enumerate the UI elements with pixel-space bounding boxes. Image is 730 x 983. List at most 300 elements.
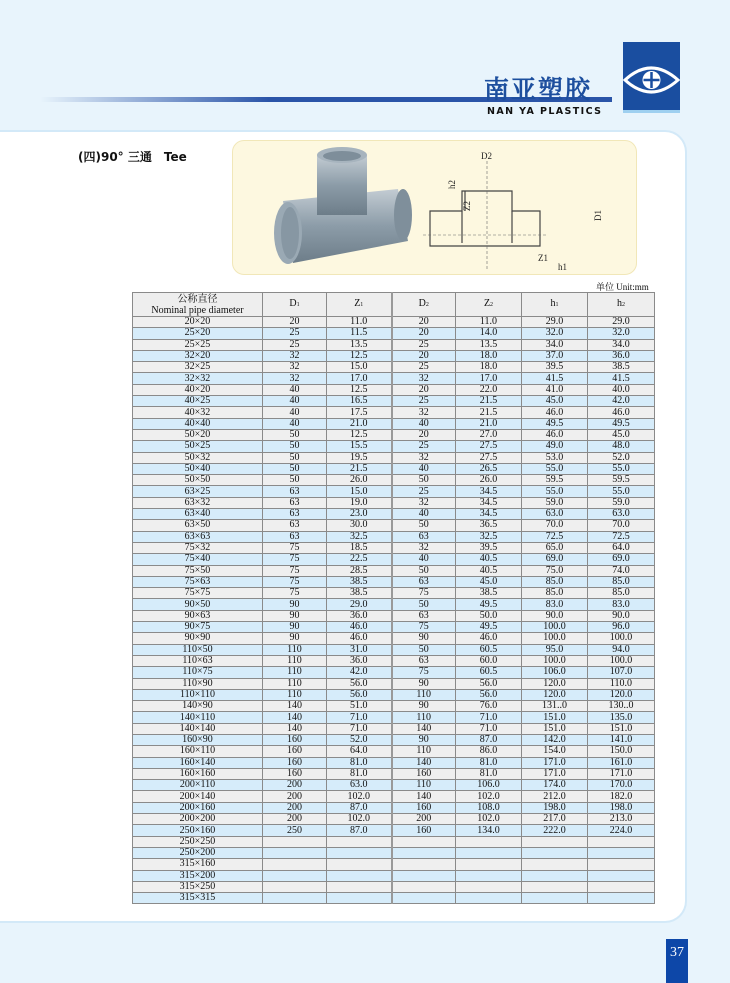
cell-z2: 56.0 [456,689,522,700]
cell-h2 [588,859,655,870]
cell-d1: 32 [263,350,327,361]
cell-d2: 32 [392,452,456,463]
table-row [133,384,655,395]
cell-h2: 70.0 [588,520,655,531]
cell-h2: 96.0 [588,622,655,633]
cell-h1: 222.0 [522,825,588,836]
cell-nominal: 40×25 [133,396,263,407]
cell-z2: 27.0 [456,429,522,440]
header-z2 [456,293,522,317]
cell-d1: 110 [263,655,327,666]
table-row [133,362,655,373]
cell-d2: 25 [392,486,456,497]
table-row [133,475,655,486]
cell-h2: 90.0 [588,610,655,621]
cell-h2: 85.0 [588,588,655,599]
cell-h2: 182.0 [588,791,655,802]
cell-z1: 19.5 [327,452,392,463]
header-d2 [392,293,456,317]
cell-z1: 12.5 [327,350,392,361]
cell-z2: 26.5 [456,463,522,474]
cell-nominal: 110×90 [133,678,263,689]
cell-z2: 60.5 [456,644,522,655]
cell-h2: 135.0 [588,712,655,723]
cell-z2: 17.0 [456,373,522,384]
cell-h2: 170.0 [588,780,655,791]
header-h2-text: h [617,298,622,309]
cell-z2: 60.5 [456,667,522,678]
cell-z1 [327,859,392,870]
table-row [133,520,655,531]
cell-z2: 14.0 [456,328,522,339]
table-row [133,791,655,802]
table-row [133,429,655,440]
cell-h1: 151.0 [522,712,588,723]
cell-nominal: 90×63 [133,610,263,621]
cell-d2: 90 [392,678,456,689]
cell-z1 [327,870,392,881]
header-z2-text: Z [483,298,491,309]
cell-z1: 16.5 [327,396,392,407]
cell-z2: 22.0 [456,384,522,395]
cell-z1: 87.0 [327,802,392,813]
cell-z2: 21.5 [456,407,522,418]
tee-illustration [233,141,638,276]
cell-nominal: 50×40 [133,463,263,474]
cell-d2: 40 [392,463,456,474]
cell-z2: 50.0 [456,610,522,621]
cell-d2: 50 [392,565,456,576]
header-z1-text: Z [354,298,361,309]
cell-z1: 30.0 [327,520,392,531]
cell-d2: 50 [392,599,456,610]
cell-d2: 25 [392,339,456,350]
table-row [133,678,655,689]
cell-h2: 107.0 [588,667,655,678]
cell-z1: 21.0 [327,418,392,429]
cell-d2: 40 [392,418,456,429]
header-h1 [522,293,588,317]
cell-h1: 37.0 [522,350,588,361]
cell-z1: 17.0 [327,373,392,384]
cell-z1 [327,893,392,904]
header-nominal-en: Nominal pipe diameter [151,304,244,316]
cell-h1 [522,859,588,870]
cell-z1: 15.0 [327,486,392,497]
cell-h2: 141.0 [588,734,655,745]
cell-h2: 120.0 [588,689,655,700]
table-row [133,859,655,870]
cell-z2: 71.0 [456,723,522,734]
cell-nominal: 50×32 [133,452,263,463]
table-row [133,554,655,565]
cell-h2: 63.0 [588,509,655,520]
cell-d2: 50 [392,644,456,655]
cell-nominal: 50×20 [133,429,263,440]
cell-h1: 120.0 [522,678,588,689]
header-h1-text: h [550,298,556,309]
cell-nominal: 40×20 [133,384,263,395]
cell-nominal: 110×110 [133,689,263,700]
cell-h2: 74.0 [588,565,655,576]
table-row [133,317,655,328]
header-h2 [588,293,655,317]
cell-z1: 11.0 [327,317,392,328]
cell-z1: 71.0 [327,712,392,723]
cell-nominal: 63×25 [133,486,263,497]
table-row [133,633,655,644]
cell-z2: 21.5 [456,396,522,407]
cell-h1: 63.0 [522,509,588,520]
table-row [133,667,655,678]
cell-nominal: 90×75 [133,622,263,633]
cell-z2: 13.5 [456,339,522,350]
cell-h2: 198.0 [588,802,655,813]
brand-name-cn: 南亚塑胶 [484,75,593,104]
cell-z1: 46.0 [327,622,392,633]
cell-d2: 63 [392,576,456,587]
cell-h2: 32.0 [588,328,655,339]
label-d2: D2 [481,151,492,161]
cell-d1: 75 [263,542,327,553]
header-nominal [133,293,263,317]
cell-h1: 49.0 [522,441,588,452]
label-h2: h2 [447,180,457,189]
cell-d1: 140 [263,712,327,723]
cell-z2 [456,836,522,847]
table-row [133,328,655,339]
cell-z1: 64.0 [327,746,392,757]
cell-h2: 52.0 [588,452,655,463]
cell-h1: 59.0 [522,497,588,508]
cell-h1: 142.0 [522,734,588,745]
cell-d1: 32 [263,373,327,384]
cell-d2: 75 [392,667,456,678]
cell-z2: 71.0 [456,712,522,723]
table-row [133,441,655,452]
cell-nominal: 25×20 [133,328,263,339]
cell-d1: 63 [263,531,327,542]
cell-d1: 140 [263,723,327,734]
table-row [133,836,655,847]
table-row [133,531,655,542]
cell-nominal: 200×110 [133,780,263,791]
cell-h1: 32.0 [522,328,588,339]
cell-h2: 72.5 [588,531,655,542]
cell-d1: 90 [263,622,327,633]
cell-d2: 140 [392,723,456,734]
cell-h2: 100.0 [588,633,655,644]
cell-d2: 110 [392,712,456,723]
table-row [133,407,655,418]
cell-z1: 56.0 [327,689,392,700]
cell-h1: 85.0 [522,588,588,599]
cell-d1: 40 [263,384,327,395]
cell-h2: 83.0 [588,599,655,610]
cell-d1: 90 [263,633,327,644]
cell-d2: 32 [392,373,456,384]
cell-d1: 63 [263,486,327,497]
cell-z1: 12.5 [327,429,392,440]
cell-z2: 36.5 [456,520,522,531]
cell-h2: 150.0 [588,746,655,757]
cell-h1: 69.0 [522,554,588,565]
cell-d1: 75 [263,576,327,587]
cell-z1: 38.5 [327,588,392,599]
table-row [133,565,655,576]
cell-nominal: 50×25 [133,441,263,452]
cell-h2: 59.5 [588,475,655,486]
cell-h2: 161.0 [588,757,655,768]
cell-d2: 110 [392,746,456,757]
cell-d1: 20 [263,317,327,328]
section-title: (四)90° 三通 Tee [78,150,187,164]
cell-z2: 18.0 [456,350,522,361]
dimensions-table [132,292,655,904]
header-d1-text: D [289,298,297,309]
table-row [133,814,655,825]
cell-d1: 110 [263,689,327,700]
header-z1-sub: 1 [360,302,364,308]
cell-z2: 102.0 [456,814,522,825]
cell-d1: 32 [263,362,327,373]
cell-h2: 41.5 [588,373,655,384]
cell-h1: 100.0 [522,655,588,666]
cell-z2: 40.5 [456,565,522,576]
table-row [133,497,655,508]
table-row [133,768,655,779]
cell-nominal: 75×75 [133,588,263,599]
cell-h1: 29.0 [522,317,588,328]
cell-h1 [522,870,588,881]
cell-h2 [588,870,655,881]
cell-h1: 46.0 [522,407,588,418]
cell-d2: 110 [392,689,456,700]
cell-z1 [327,836,392,847]
header-d2-text: D [418,298,426,309]
cell-d2: 25 [392,362,456,373]
cell-d2: 90 [392,734,456,745]
table-header-row [133,293,655,317]
cell-nominal: 75×32 [133,542,263,553]
cell-d2: 25 [392,396,456,407]
cell-h1: 100.0 [522,633,588,644]
cell-d1: 250 [263,825,327,836]
cell-d1: 75 [263,565,327,576]
cell-h1: 217.0 [522,814,588,825]
cell-d2: 63 [392,531,456,542]
cell-d1 [263,847,327,858]
cell-z2: 27.5 [456,452,522,463]
cell-h2: 85.0 [588,576,655,587]
cell-nominal: 63×32 [133,497,263,508]
cell-z1: 102.0 [327,814,392,825]
cell-d1 [263,893,327,904]
cell-d2: 50 [392,520,456,531]
cell-nominal: 160×90 [133,734,263,745]
cell-h2: 55.0 [588,463,655,474]
cell-nominal: 140×140 [133,723,263,734]
cell-h2: 42.0 [588,396,655,407]
cell-d2: 40 [392,509,456,520]
table-row [133,396,655,407]
table-row [133,418,655,429]
cell-nominal: 250×160 [133,825,263,836]
cell-h2: 48.0 [588,441,655,452]
cell-nominal: 63×63 [133,531,263,542]
cell-z2: 81.0 [456,768,522,779]
cell-h1: 120.0 [522,689,588,700]
cell-h1: 212.0 [522,791,588,802]
cell-d1: 110 [263,667,327,678]
cell-z2: 108.0 [456,802,522,813]
cell-z2 [456,847,522,858]
cell-z2: 21.0 [456,418,522,429]
cell-h1: 75.0 [522,565,588,576]
table-row [133,655,655,666]
cell-h2: 36.0 [588,350,655,361]
label-z2: Z2 [462,201,472,211]
cell-nominal: 315×315 [133,893,263,904]
cell-z2: 46.0 [456,633,522,644]
cell-z1: 87.0 [327,825,392,836]
table-row [133,622,655,633]
cell-d1: 90 [263,599,327,610]
table-row [133,870,655,881]
cell-d2: 75 [392,588,456,599]
header-z1 [327,293,392,317]
header-d1-sub: 1 [296,302,300,308]
table-body [133,317,655,904]
header-z2-sub: 2 [490,302,494,308]
cell-h1: 85.0 [522,576,588,587]
cell-z1: 36.0 [327,610,392,621]
table-row [133,373,655,384]
cell-d2 [392,881,456,892]
cell-h2: 171.0 [588,768,655,779]
cell-d1: 75 [263,588,327,599]
cell-h2: 34.0 [588,339,655,350]
cell-z2: 18.0 [456,362,522,373]
cell-d1: 200 [263,802,327,813]
cell-z1: 11.5 [327,328,392,339]
cell-d2: 63 [392,610,456,621]
cell-d2 [392,836,456,847]
table-row [133,893,655,904]
cell-z1: 71.0 [327,723,392,734]
cell-d1: 25 [263,339,327,350]
cell-h2: 69.0 [588,554,655,565]
cell-h2: 100.0 [588,655,655,666]
cell-d2: 75 [392,622,456,633]
product-figure [232,140,637,275]
cell-z1: 46.0 [327,633,392,644]
cell-nominal: 40×32 [133,407,263,418]
cell-z2: 87.0 [456,734,522,745]
cell-h1: 90.0 [522,610,588,621]
cell-z1: 22.5 [327,554,392,565]
cell-z2 [456,893,522,904]
cell-h1: 45.0 [522,396,588,407]
cell-z1: 13.5 [327,339,392,350]
cell-d2 [392,859,456,870]
cell-nominal: 200×160 [133,802,263,813]
cell-h2: 59.0 [588,497,655,508]
cell-z1: 81.0 [327,757,392,768]
cell-d2: 25 [392,441,456,452]
cell-z2: 49.5 [456,599,522,610]
table-row [133,463,655,474]
cell-nominal: 315×160 [133,859,263,870]
table-row [133,610,655,621]
cell-z1: 56.0 [327,678,392,689]
cell-z2: 34.5 [456,497,522,508]
cell-d1 [263,836,327,847]
table-row [133,486,655,497]
cell-nominal: 90×50 [133,599,263,610]
cell-h1 [522,847,588,858]
cell-z2: 56.0 [456,678,522,689]
cell-nominal: 63×50 [133,520,263,531]
table-row [133,576,655,587]
cell-z1: 28.5 [327,565,392,576]
cell-h1: 154.0 [522,746,588,757]
cell-h1: 55.0 [522,486,588,497]
cell-nominal: 160×110 [133,746,263,757]
cell-h1: 65.0 [522,542,588,553]
cell-nominal: 200×200 [133,814,263,825]
cell-h1: 41.0 [522,384,588,395]
cell-d1: 160 [263,734,327,745]
cell-z2 [456,870,522,881]
cell-nominal: 315×250 [133,881,263,892]
cell-d2: 32 [392,407,456,418]
table-row [133,723,655,734]
cell-d1: 200 [263,814,327,825]
cell-z2: 38.5 [456,588,522,599]
cell-h2: 94.0 [588,644,655,655]
cell-h1: 198.0 [522,802,588,813]
cell-z1 [327,881,392,892]
cell-h1: 95.0 [522,644,588,655]
cell-d1: 110 [263,644,327,655]
cell-h1: 46.0 [522,429,588,440]
label-z1: Z1 [538,253,548,263]
table-row [133,588,655,599]
cell-d1: 75 [263,554,327,565]
cell-d2: 20 [392,429,456,440]
table-row [133,734,655,745]
cell-d2: 160 [392,768,456,779]
table-row [133,881,655,892]
cell-h1: 100.0 [522,622,588,633]
cell-h2: 46.0 [588,407,655,418]
cell-z1: 17.5 [327,407,392,418]
cell-d1: 25 [263,328,327,339]
cell-d2: 200 [392,814,456,825]
header-h1-sub: 1 [555,302,559,308]
cell-d2 [392,847,456,858]
cell-z2: 45.0 [456,576,522,587]
cell-h1: 55.0 [522,463,588,474]
cell-h1: 151.0 [522,723,588,734]
header-d2-sub: 2 [425,302,429,308]
cell-nominal: 75×50 [133,565,263,576]
cell-d1: 50 [263,452,327,463]
table-row [133,802,655,813]
cell-z2: 81.0 [456,757,522,768]
cell-nominal: 250×200 [133,847,263,858]
